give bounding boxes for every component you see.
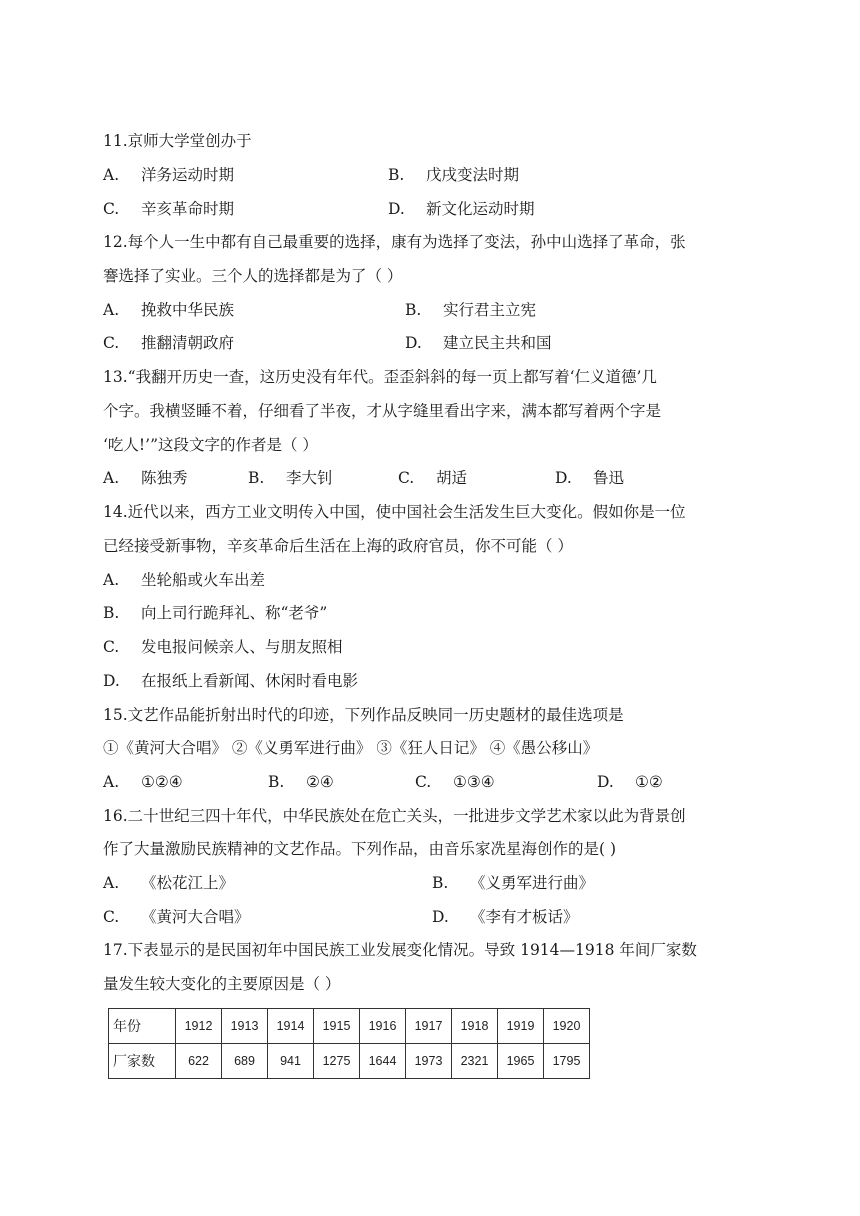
table-cell-year: 1917	[406, 1009, 452, 1044]
option-letter: D.	[555, 469, 572, 487]
q11-option-c	[103, 198, 234, 220]
option-text: 《李有才板话》	[470, 908, 579, 926]
option-letter: A.	[103, 874, 120, 892]
table-cell-year: 1912	[176, 1009, 222, 1044]
option-text: 推翻清朝政府	[141, 334, 235, 352]
table-cell-year: 1913	[222, 1009, 268, 1044]
q15-option-c	[415, 771, 495, 793]
table-cell-count: 1275	[314, 1044, 360, 1079]
q15-option-d	[597, 771, 663, 793]
option-letter: A.	[103, 571, 120, 589]
option-letter: D.	[388, 200, 405, 218]
option-text: 发电报问候亲人、与朋友照相	[141, 638, 343, 656]
question-16-stem-line1: 16.二十世纪三四十年代，中华民族处在危亡关头，一批进步文学艺术家以此为背景创	[103, 807, 686, 825]
table-cell-count: 1644	[360, 1044, 406, 1079]
table-cell-year: 1918	[452, 1009, 498, 1044]
question-12-stem-line1: 12.每个人一生中都有自己最重要的选择，康有为选择了变法，孙中山选择了革命，张	[103, 233, 686, 251]
table-cell-count: 622	[176, 1044, 222, 1079]
q15-option-a	[103, 771, 183, 793]
option-letter: D.	[405, 334, 422, 352]
q13-option-a	[103, 467, 188, 489]
option-text: ①③④	[453, 773, 495, 791]
option-letter: C.	[415, 773, 432, 791]
table-cell-count: 689	[222, 1044, 268, 1079]
question-13-stem-line3: ‘吃人!’”这段文字的作者是（ ）	[103, 436, 318, 454]
q16-option-b	[432, 872, 594, 894]
q15-option-b	[268, 771, 334, 793]
option-text: 向上司行跪拜礼、称“老爷”	[141, 604, 328, 622]
option-text: ②④	[306, 773, 334, 791]
question-13-stem-line1: 13.“我翻开历史一查，这历史没有年代。歪歪斜斜的每一页上都写着‘仁义道德’几	[103, 368, 657, 386]
option-text: 洋务运动时期	[141, 166, 235, 184]
option-text: 实行君主立宪	[443, 301, 537, 319]
option-text: 《松花江上》	[141, 874, 235, 892]
option-letter: A.	[103, 773, 120, 791]
table-cell-year: 1914	[268, 1009, 314, 1044]
q16-option-c	[103, 906, 250, 928]
option-letter: B.	[432, 874, 449, 892]
q14-option-b	[103, 602, 327, 624]
option-text: 《义勇军进行曲》	[470, 874, 595, 892]
option-letter: D.	[432, 908, 449, 926]
q14-option-c	[103, 636, 343, 658]
option-text: 新文化运动时期	[426, 200, 535, 218]
table-cell-count: 2321	[452, 1044, 498, 1079]
q12-option-d	[405, 332, 552, 354]
option-text: ①②④	[141, 773, 183, 791]
question-12-stem-line2: 謇选择了实业。三个人的选择都是为了（ ）	[103, 267, 403, 285]
table-cell-year: 1915	[314, 1009, 360, 1044]
option-text: 坐轮船或火车出差	[141, 571, 266, 589]
q14-option-d	[103, 670, 358, 692]
option-letter: C.	[103, 908, 120, 926]
question-14-stem-line1: 14.近代以来，西方工业文明传入中国，使中国社会生活发生巨大变化。假如你是一位	[103, 503, 686, 521]
option-letter: B.	[103, 604, 120, 622]
option-text: 在报纸上看新闻、休闲时看电影	[141, 672, 359, 690]
q12-option-a	[103, 299, 234, 321]
option-letter: B.	[268, 773, 285, 791]
table-row-years	[109, 1009, 590, 1044]
q14-option-a	[103, 569, 265, 591]
table-cell-count: 1795	[544, 1044, 590, 1079]
question-16-stem-line2: 作了大量激励民族精神的文艺作品。下列作品，由音乐家冼星海创作的是( )	[103, 840, 617, 858]
table-cell-year: 1916	[360, 1009, 406, 1044]
option-text: 胡适	[436, 469, 468, 487]
option-letter: D.	[103, 672, 120, 690]
option-letter: B.	[405, 301, 422, 319]
table-cell-year: 1919	[498, 1009, 544, 1044]
question-15-stem-line2: ①《黄河大合唱》 ②《义勇军进行曲》 ③《狂人日记》 ④《愚公移山》	[103, 739, 599, 757]
option-letter: C.	[103, 200, 120, 218]
option-letter: C.	[103, 638, 120, 656]
option-text: 《黄河大合唱》	[141, 908, 250, 926]
option-text: 建立民主共和国	[443, 334, 552, 352]
q13-option-c	[398, 467, 467, 489]
q16-option-a	[103, 872, 234, 894]
option-letter: C.	[398, 469, 415, 487]
option-text: 李大钊	[286, 469, 333, 487]
table-header-count: 厂家数	[109, 1044, 176, 1079]
question-15-stem-line1: 15.文艺作品能折射出时代的印迹，下列作品反映同一历史题材的最佳选项是	[103, 706, 624, 724]
question-11-stem: 11.京师大学堂创办于	[103, 132, 252, 150]
q11-option-a	[103, 164, 234, 186]
q12-option-c	[103, 332, 234, 354]
factory-count-table	[108, 1008, 590, 1079]
option-text: 戊戌变法时期	[426, 166, 520, 184]
option-letter: A.	[103, 301, 120, 319]
question-17-stem-line2: 量发生较大变化的主要原因是（ ）	[103, 975, 341, 993]
option-text: 鲁迅	[593, 469, 625, 487]
q11-option-b	[388, 164, 519, 186]
option-letter: D.	[597, 773, 614, 791]
table-cell-year: 1920	[544, 1009, 590, 1044]
option-letter: B.	[388, 166, 405, 184]
option-letter: A.	[103, 469, 120, 487]
q13-option-d	[555, 467, 624, 489]
table-cell-count: 941	[268, 1044, 314, 1079]
table-cell-count: 1973	[406, 1044, 452, 1079]
q12-option-b	[405, 299, 536, 321]
option-text: 陈独秀	[141, 469, 188, 487]
question-17-stem-line1: 17.下表显示的是民国初年中国民族工业发展变化情况。导致 1914—1918 年间厂家数	[103, 941, 697, 959]
table-cell-count: 1965	[498, 1044, 544, 1079]
q16-option-d	[432, 906, 579, 928]
option-letter: A.	[103, 166, 120, 184]
q13-option-b	[248, 467, 333, 489]
option-letter: C.	[103, 334, 120, 352]
option-letter: B.	[248, 469, 265, 487]
option-text: ①②	[635, 773, 663, 791]
question-14-stem-line2: 已经接受新事物，辛亥革命后生活在上海的政府官员，你不可能（ ）	[103, 537, 573, 555]
table-header-year: 年份	[109, 1009, 176, 1044]
option-text: 辛亥革命时期	[141, 200, 235, 218]
q11-option-d	[388, 198, 535, 220]
table-row-counts	[109, 1044, 590, 1079]
question-13-stem-line2: 个字。我横竖睡不着，仔细看了半夜，才从字缝里看出字来，满本都写着两个字是	[103, 402, 662, 420]
option-text: 挽救中华民族	[141, 301, 235, 319]
